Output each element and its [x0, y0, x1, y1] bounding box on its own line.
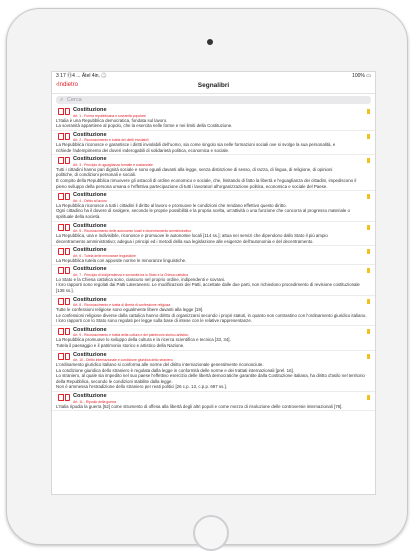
bookmark-header	[56, 327, 371, 338]
bookmark-text-line: È compito della Repubblica rimuovere gli ostacoli di ordine economico e sociale, che, limitando di fatto la libertà e l'eguaglianza dei cittadini, impediscono il	[56, 178, 357, 184]
bookmark-ribbon-icon[interactable]	[367, 109, 370, 114]
bookmark-source: Costituzione	[73, 266, 107, 273]
bookmark-source: Costituzione	[73, 351, 107, 358]
bookmark-item[interactable]	[52, 246, 375, 265]
status-battery: 100% ▭	[352, 73, 371, 79]
book-icon	[58, 108, 70, 116]
back-button[interactable]: ‹Indietro	[56, 82, 79, 88]
bookmark-text-line: La sovranità appartiene al popolo, che la esercita nelle forme e nei limiti della Costituzione.	[56, 123, 233, 129]
bookmark-text-line: I loro rapporti sono regolati dai Patti Lateranensi. Le modificazioni dei Patti, accettate dalle due parti, non richiedono procedimento di revisione costituzionale	[56, 282, 360, 288]
bookmark-text-line: richiede l'adempimento dei doveri inderogabili di solidarietà politica, economica e sociale.	[56, 147, 230, 153]
bookmark-text-line: La Repubblica tutela con apposite norme le minoranze linguistiche.	[56, 257, 187, 263]
bookmark-text-line: politiche, di condizioni personali e sociali.	[56, 172, 137, 178]
bookmark-article: Art. 3 - Principio di uguaglianza formale e sostanziale	[73, 162, 153, 167]
book-icon	[58, 353, 70, 361]
bookmark-text-line: La Repubblica riconosce e garantisce i diritti inviolabili dell'uomo, sia come singolo sia nelle formazioni sociali ove si svolge la sua personalità, e	[56, 142, 336, 148]
app-screen	[51, 71, 376, 495]
bookmark-article: Art. 11 - Ripudio della guerra	[73, 399, 117, 404]
bookmark-text-line: Ogni cittadino ha il dovere di svolgere, secondo le proprie possibilità e la propria scelta, un'attività o una funzione che concorra al progresso materiale o	[56, 208, 350, 214]
bookmark-article: Art. 1 - Forma repubblicana e sovranità popolare	[73, 113, 146, 118]
back-button-label: Indietro	[58, 82, 79, 88]
book-icon	[58, 157, 70, 165]
status-left: 3 17 Ⓗ4 ... Ätel 4in. ㊂	[56, 73, 107, 79]
bookmark-text-line: La Repubblica promuove lo sviluppo della cultura e la ricerca scientifica e tecnica [33, 34].	[56, 337, 231, 343]
book-icon	[58, 193, 70, 201]
bookmark-source: Costituzione	[73, 296, 107, 303]
bookmark-text-line: Le confessioni religiose diverse dalla cattolica hanno diritto di organizzarsi secondo i propri statuti, in quanto non contrastino con l'ordinamento giuridico italiano.	[56, 312, 367, 318]
search-input[interactable]	[56, 96, 371, 104]
bookmark-text-line: pieno sviluppo della persona umana e l'effettiva partecipazione di tutti i lavoratori all'organizzazione politica, economica e sociale del Paese.	[56, 183, 328, 189]
bookmark-source: Costituzione	[73, 192, 107, 199]
book-icon	[58, 248, 70, 256]
bookmark-header	[56, 352, 371, 363]
bookmark-text-line: Tutti i cittadini hanno pari dignità sociale e sono eguali davanti alla legge, senza distinzione di sesso, di razza, di lingua, di religione, di opinioni	[56, 166, 333, 172]
bookmark-header	[56, 247, 371, 258]
bookmark-text-line: La Repubblica, una e indivisibile, riconosce e promuove le autonomie locali [114 ss.]; attua nei servizi che dipendono dallo Stato il più ampio	[56, 233, 328, 239]
book-icon	[58, 224, 70, 232]
bookmark-header	[56, 132, 371, 143]
bookmark-text-line: [138 ss.].	[56, 288, 74, 293]
bookmark-header	[56, 107, 371, 118]
bookmark-header	[56, 192, 371, 203]
bookmark-ribbon-icon[interactable]	[367, 354, 370, 359]
bookmark-text-line: L'ordinamento giuridico italiano si conforma alle norme del diritto internazionale generalmente riconosciute.	[56, 362, 264, 368]
bookmark-source: Costituzione	[73, 247, 107, 254]
page-title: Segnalibri	[197, 82, 230, 89]
bookmark-item[interactable]	[52, 106, 375, 131]
bookmark-article: Art. 9 - Riconoscimento e tutela della cultura e del patrimonio storico-artistico	[73, 333, 189, 338]
bookmark-source: Costituzione	[73, 393, 107, 400]
book-icon	[58, 328, 70, 336]
bookmark-list	[52, 106, 375, 494]
bookmark-ribbon-icon[interactable]	[367, 194, 370, 199]
bookmark-item[interactable]	[52, 351, 375, 392]
book-icon	[58, 267, 70, 275]
home-button[interactable]	[193, 515, 229, 551]
bookmark-ribbon-icon[interactable]	[367, 249, 370, 254]
bookmark-article: Art. 10 - Diritto internazionale e condizione giuridica dello straniero	[73, 358, 173, 363]
bookmark-header	[56, 266, 371, 277]
bookmark-ribbon-icon[interactable]	[367, 134, 370, 139]
front-camera	[207, 39, 213, 45]
bookmark-text-line: decentramento amministrativo; adegua i principi ed i metodi della sua legislazione alle esigenze dell'autonomia e del decentramento.	[56, 238, 314, 244]
bookmark-text-line: L'Italia ripudia la guerra [52] come strumento di offesa alla libertà degli altri popoli e come mezzo di risoluzione delle controversie internazionali [78].	[56, 403, 343, 409]
bookmark-text-line: Non è ammessa l'estradizione dello straniero per reati politici [26 c.p. 13, c.p.p. 697 ss.].	[56, 384, 227, 390]
status-bar	[52, 72, 375, 80]
bookmark-source: Costituzione	[73, 222, 107, 229]
bookmark-article: Art. 5 - Riconoscimento delle autonomie locali e decentramento amministrativo	[73, 229, 191, 234]
bookmark-item[interactable]	[52, 155, 375, 191]
bookmark-article: Art. 6 - Tutela delle minoranze linguistiche	[73, 253, 136, 258]
bookmark-item[interactable]	[52, 296, 375, 326]
bookmark-source: Costituzione	[73, 107, 107, 113]
bookmark-text-line: I loro rapporti con lo Stato sono regolati per legge sulla base di intese con le relative rappresentanze.	[56, 318, 252, 324]
bookmark-source: Costituzione	[73, 131, 107, 138]
tablet-frame	[6, 8, 408, 545]
book-icon	[58, 133, 70, 141]
bookmark-article: Art. 2 - Riconoscimento e tutela dei diritti inviolabili	[73, 138, 149, 143]
bookmark-text-line: Lo Stato e la Chiesa cattolica sono, ciascuno nel proprio ordine, indipendenti e sovrani.	[56, 276, 226, 282]
bookmark-ribbon-icon[interactable]	[367, 225, 370, 230]
bookmark-text-line: Tutela il paesaggio e il patrimonio storico e artistico della Nazione.	[56, 342, 185, 348]
bookmark-item[interactable]	[52, 392, 375, 411]
bookmark-source: Costituzione	[73, 156, 107, 163]
bookmark-header	[56, 393, 371, 404]
bookmark-source: Costituzione	[73, 326, 107, 333]
bookmark-item[interactable]	[52, 265, 375, 295]
bookmark-text-line: della Repubblica, secondo le condizioni stabilite dalla legge.	[56, 378, 173, 384]
bookmark-item[interactable]	[52, 222, 375, 247]
bookmark-header	[56, 223, 371, 234]
bookmark-text-line: Tutte le confessioni religiose sono egualmente libere davanti alla legge [19].	[56, 307, 204, 313]
search-icon: ⌕	[60, 97, 64, 103]
navigation-bar	[52, 80, 375, 94]
bookmark-ribbon-icon[interactable]	[367, 268, 370, 273]
bookmark-text-line: L'Italia è una Repubblica democratica, fondata sul lavoro.	[56, 117, 168, 123]
bookmark-text-line: La Repubblica riconosce a tutti i cittadini il diritto al lavoro e promuove le condizioni che rendano effettivo questo diritto.	[56, 202, 287, 208]
bookmark-article: Art. 4 - Diritto al lavoro	[73, 198, 107, 203]
bookmark-ribbon-icon[interactable]	[367, 329, 370, 334]
bookmark-ribbon-icon[interactable]	[367, 299, 370, 304]
search-placeholder: Cerca	[67, 97, 82, 103]
book-icon	[58, 394, 70, 402]
bookmark-item[interactable]	[52, 131, 375, 156]
bookmark-text-line: La condizione giuridica dello straniero è regolata dalla legge in conformità delle norme e dei trattati internazionali [prel. 16].	[56, 367, 294, 373]
bookmark-article: Art. 8 - Riconoscimento e tutela di libertà di confessione religiosa	[73, 303, 171, 308]
bookmark-text-line: Lo straniero, al quale sia impedito nel suo paese l'effettivo esercizio delle libertà democratiche garantite dalla Costituzione italiana, ha diritto d'asilo nel territorio	[56, 373, 365, 379]
bookmark-ribbon-icon[interactable]	[367, 158, 370, 163]
bookmark-text-line: spirituale della società.	[56, 213, 101, 219]
book-icon	[58, 298, 70, 306]
bookmark-article: Art. 7 - Principio di indipendenza e sovranità tra lo Stato e la Chiesa cattolica	[73, 272, 188, 277]
bookmark-item[interactable]	[52, 326, 375, 351]
bookmark-ribbon-icon[interactable]	[367, 395, 370, 400]
bookmark-header	[56, 156, 371, 167]
bookmark-item[interactable]	[52, 191, 375, 221]
bookmark-header	[56, 297, 371, 308]
